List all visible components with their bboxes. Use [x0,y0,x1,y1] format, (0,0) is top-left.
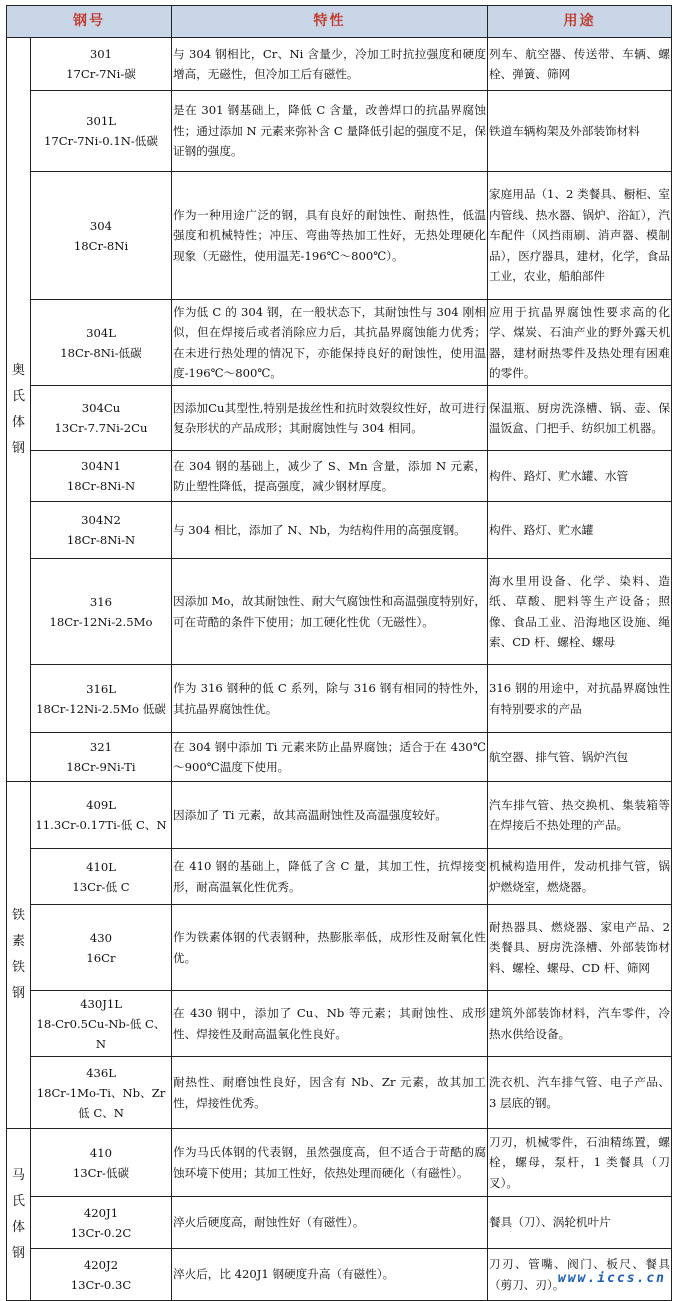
property-cell: 作为一种用途广泛的钢，具有良好的耐蚀性、耐热性，低温强度和机械特性；冲压、弯曲等热加工性好，无热处理硬化现象（无磁性，使用温芜-196℃～800℃）。 [172,172,488,300]
grade-code: 316 [89,594,113,609]
grade-composition: 13Cr-0.2C [70,1225,132,1240]
grade-composition: 18Cr-1Mo-Ti、Nb、Zr 低 C、N [36,1085,166,1120]
property-cell: 作为铁素体钢的代表钢种，热膨胀率低，成形性及耐氧化性优。 [172,905,488,991]
table-row [7,782,672,849]
grade-code: 409L [86,798,116,812]
grade-composition: 18Cr-8Ni-N [66,533,136,547]
grade-code: 304L [86,325,116,340]
grade-composition: 18Cr-9Ni-Ti [66,760,136,774]
grade-composition: 18-Cr0.5Cu-Nb-低 C、N [36,1016,166,1051]
usage-cell: 耐热器具、燃烧器、家电产品、2 类餐具、厨房洗涤槽、外部装饰材料、螺栓、螺母、CD 杆、筛网 [488,905,672,991]
grade-code: 410 [89,1145,113,1160]
usage-cell: 汽车排气管、热交换机、集装箱等在焊接后不热处理的产品。 [488,782,672,849]
table-row [7,451,672,502]
usage-cell: 建筑外部装饰材料，汽车零件，冷热水供给设备。 [488,991,672,1057]
grade-composition: 18Cr-12Ni-2.5Mo 低碳 [36,701,166,716]
category-martensitic: 马氏体钢 [7,1129,31,1301]
property-cell: 在 304 钢的基础上，减少了 S、Mn 含量，添加 N 元素，防止塑性降低，提高强度，减少钢材厚度。 [172,451,488,502]
grade-composition: 13Cr-低碳 [72,1165,130,1180]
grade-code: 301L [86,114,116,128]
header-row [7,6,672,38]
property-cell: 在 410 钢的基础上，降低了含 C 量，其加工性，抗焊接变形，耐高温氧化性优秀。 [172,849,488,905]
property-cell: 作为 316 钢种的低 C 系列，除与 316 钢有相同的特性外，其抗晶界腐蚀性优。 [172,665,488,733]
grade-code: 304Cu [81,401,121,415]
usage-cell: 保温瓶、厨房洗涤槽、锅、壶、保温饭盒、门把手、纺织加工机器。 [488,386,672,451]
grade-code: 304 [89,218,113,233]
grade-code: 430J1L [80,996,122,1011]
grade-code: 420J2 [83,1257,119,1272]
category-austenitic: 奥氏体钢 [7,38,31,782]
grade-code: 420J1 [83,1205,119,1220]
property-cell: 耐热性、耐磨蚀性良好，因含有 Nb、Zr 元素，故其加工性，焊接性优秀。 [172,1057,488,1129]
usage-cell: 家庭用品（1、2 类餐具、橱柜、室内管线、热水器、锅炉、浴缸），汽车配件（风挡雨刷、消声器、模制品），医疗器具，建材，化学，食品工业，农业，船舶部件 [488,172,672,300]
grade-code: 301 [89,47,113,61]
table-row [7,1129,672,1197]
table-row [7,559,672,665]
usage-cell: 构件、路灯、贮水罐、水管 [488,451,672,502]
stainless-steel-table [6,5,672,1301]
grade-composition: 13Cr-低 C [72,879,130,894]
usage-cell: 洗衣机、汽车排气管、电子产品、3 层底的钢。 [488,1057,672,1129]
table-row [7,172,672,300]
grade-cell [31,38,172,91]
property-cell: 因添加了 Ti 元素，故其高温耐蚀性及高温强度较好。 [172,782,488,849]
property-cell: 作为低 C 的 304 钢，在一般状态下，其耐蚀性与 304 刚相似，但在焊接后或者消除应力后，其抗晶界腐蚀能力优秀；在未进行热处理的情况下，亦能保持良好的耐蚀性，使用温度-196℃～800℃。 [172,300,488,386]
grade-cell [31,1197,172,1249]
property-cell: 作为马氏体钢的代表钢，虽然强度高，但不适合于苛酷的腐蚀环境下使用；其加工性好，依热处理而硬化（有磁性）。 [172,1129,488,1197]
usage-cell: 316 钢的用途中，对抗晶界腐蚀性有特别要求的产品 [488,665,672,733]
grade-composition: 17Cr-7Ni-0.1N-低碳 [44,134,158,148]
table-row [7,1057,672,1129]
usage-cell: 航空器、排气管、锅炉汽包 [488,733,672,782]
table-row [7,905,672,991]
table-row [7,38,672,91]
header-usage: 用途 [488,6,672,38]
header-property: 特性 [172,6,488,38]
table-row [7,300,672,386]
property-cell: 与 304 钢相比，Cr、Ni 含量少，冷加工时抗拉强度和硬度增高，无磁性，但冷加工后有磁性。 [172,38,488,91]
property-cell: 在 430 钢中，添加了 Cu、Nb 等元素；其耐蚀性、成形性、焊接性及耐高温氧化性良好。 [172,991,488,1057]
property-cell: 淬火后，比 420J1 钢硬度升高（有磁性）。 [172,1249,488,1301]
usage-cell: 构件、路灯、贮水罐 [488,502,672,559]
table-row [7,91,672,172]
table-row [7,849,672,905]
usage-cell: 刀刃，机械零件，石油精练置，螺栓，螺母，泵杆，1 类餐具（刀叉）。 [488,1129,672,1197]
grade-cell [31,849,172,905]
grade-composition: 16Cr [86,950,116,965]
grade-cell [31,172,172,300]
usage-cell: 餐具（刀）、涡轮机叶片 [488,1197,672,1249]
header-grade: 钢号 [7,6,172,38]
grade-composition: 13Cr-7.7Ni-2Cu [54,421,148,435]
grade-cell [31,665,172,733]
table-row [7,386,672,451]
grade-code: 436L [86,1065,116,1080]
grade-composition: 11.3Cr-0.17Ti-低 C、N [35,818,167,832]
grade-composition: 18Cr-12Ni-2.5Mo [49,614,153,629]
usage-cell: 铁道车辆构架及外部装饰材料 [488,91,672,172]
grade-composition: 13Cr-0.3C [70,1277,132,1292]
table-row [7,502,672,559]
property-cell: 因添加 Mo，故其耐蚀性、耐大气腐蚀性和高温强度特别好，可在苛酷的条件下使用；加工硬化性优（无磁性）。 [172,559,488,665]
table-row [7,1197,672,1249]
usage-cell: 应用于抗晶界腐蚀性要求高的化学、煤炭、石油产业的野外露天机器，建材耐热零件及热处理有困难的零件。 [488,300,672,386]
grade-cell [31,300,172,386]
usage-cell: 机械构造用件，发动机排气管，锅炉燃烧室，燃烧器。 [488,849,672,905]
grade-cell [31,733,172,782]
grade-cell [31,1057,172,1129]
grade-code: 410L [86,859,116,874]
property-cell: 因添加Cu其型性,特别是拔丝性和抗时效裂纹性好，故可进行复杂形状的产品成形；其耐腐蚀性与 304 相同。 [172,386,488,451]
usage-cell: 刀刃、管嘴、阀门、板尺、餐具（剪刀、刃）。 [488,1249,672,1301]
table-row [7,991,672,1057]
grade-cell [31,905,172,991]
grade-cell [31,782,172,849]
grade-composition: 17Cr-7Ni-碳 [66,67,136,81]
grade-code: 321 [89,740,113,754]
grade-cell [31,91,172,172]
watermark: www.iccs.cn [557,1271,666,1286]
grade-cell [31,559,172,665]
grade-composition: 18Cr-8Ni-N [66,479,136,493]
property-cell: 在 304 钢中添加 Ti 元素来防止晶界腐蚀；适合于在 430℃～900℃温度下使用。 [172,733,488,782]
grade-code: 304N2 [81,513,121,527]
grade-composition: 18Cr-8Ni-低碳 [60,345,142,360]
property-cell: 是在 301 钢基础上，降低 C 含量，改善焊口的抗晶界腐蚀性；通过添加 N 元素来弥补含 C 量降低引起的强度不足，保证钢的强度。 [172,91,488,172]
grade-cell [31,1129,172,1197]
grade-cell [31,1249,172,1301]
grade-cell [31,991,172,1057]
property-cell: 淬火后硬度高，耐蚀性好（有磁性）。 [172,1197,488,1249]
table-row [7,733,672,782]
grade-composition: 18Cr-8Ni [73,238,129,253]
usage-cell: 列车、航空器、传送带、车辆、螺栓、弹簧、筛网 [488,38,672,91]
category-ferritic: 铁素铁钢 [7,782,31,1129]
grade-code: 304N1 [81,459,121,473]
table-row [7,665,672,733]
grade-cell [31,451,172,502]
usage-cell: 海水里用设备、化学、染料、造纸、草酸、肥料等生产设备；照像、食品工业、沿海地区设施、绳索、CD 杆、螺栓、螺母 [488,559,672,665]
property-cell: 与 304 相比，添加了 N、Nb，为结构件用的高强度钢。 [172,502,488,559]
grade-cell [31,502,172,559]
grade-code: 316L [86,681,116,696]
grade-cell [31,386,172,451]
grade-code: 430 [89,930,113,945]
